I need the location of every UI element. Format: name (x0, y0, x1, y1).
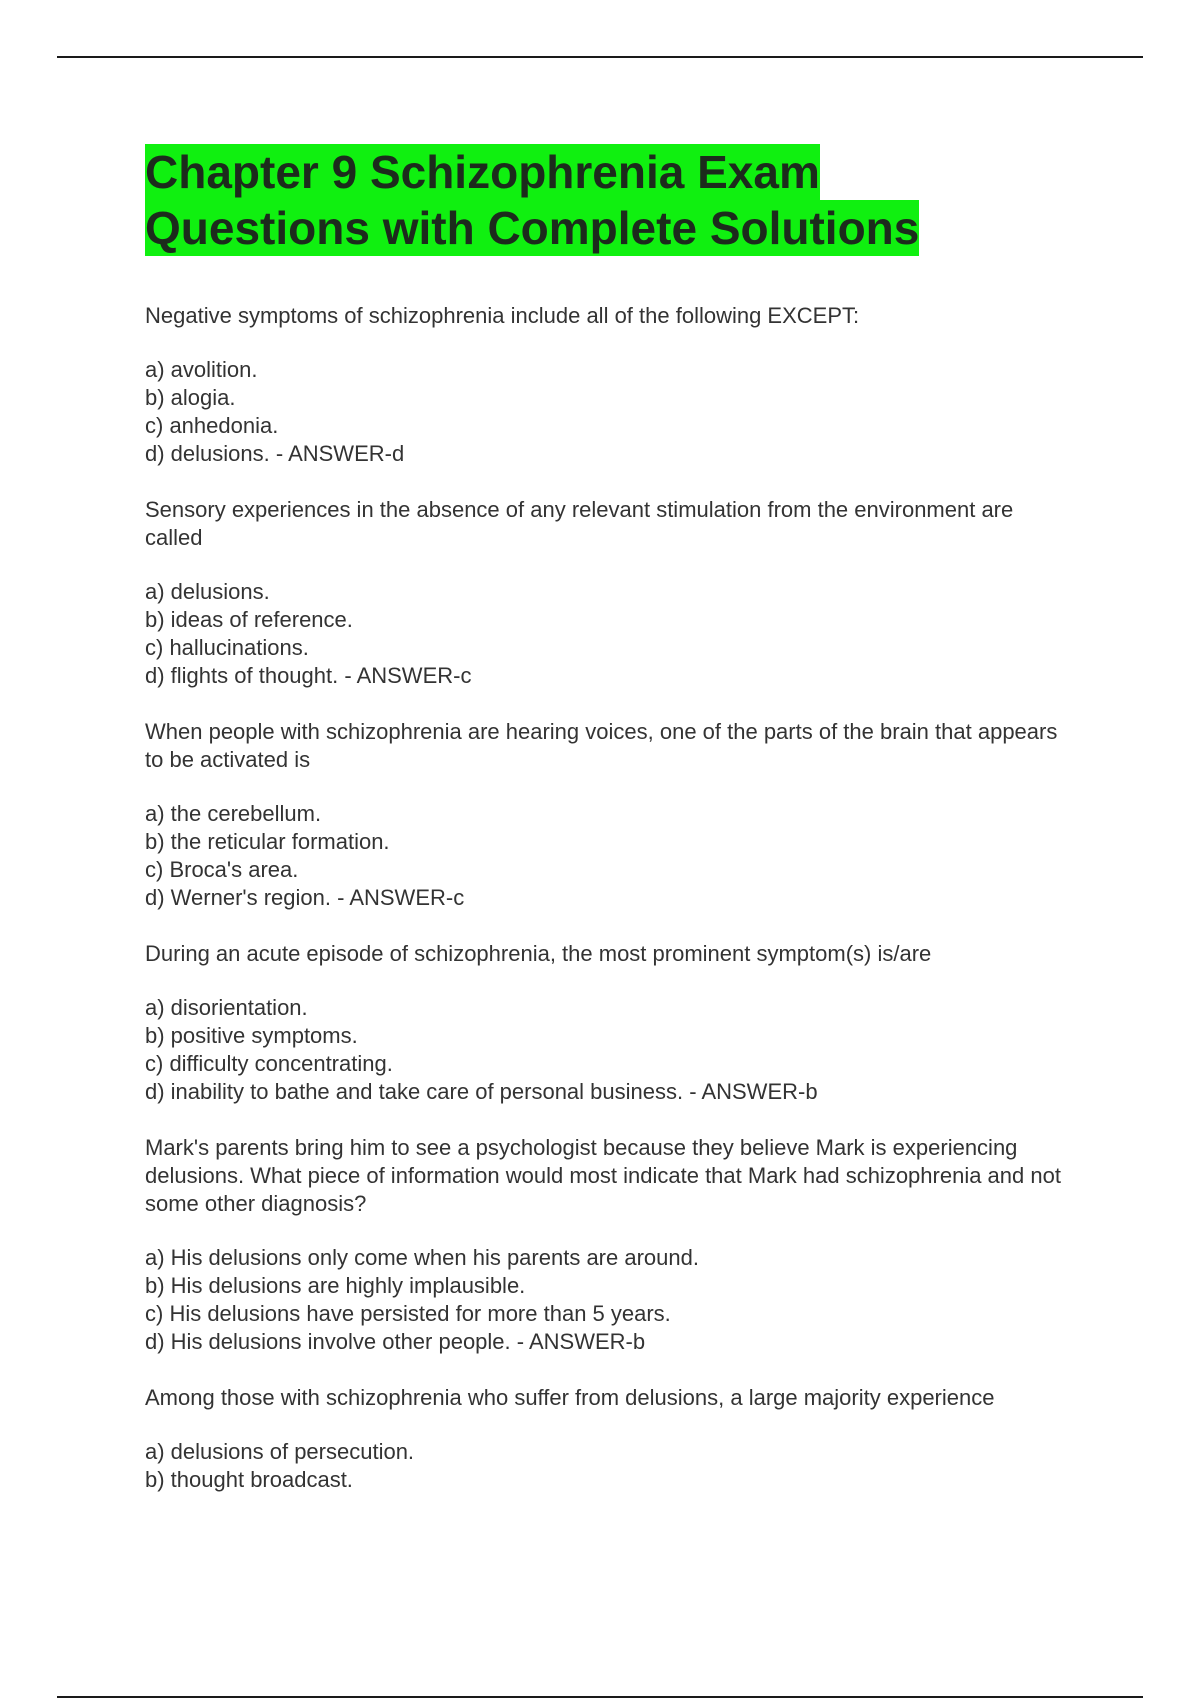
option-c: c) hallucinations. (145, 635, 309, 660)
top-rule (57, 56, 1143, 58)
question-text: Negative symptoms of schizophrenia include all of the following EXCEPT: (145, 303, 860, 328)
option-list (145, 1244, 1075, 1356)
option-a: a) His delusions only come when his parents are around. (145, 1245, 699, 1270)
question-text: When people with schizophrenia are hearing voices, one of the parts of the brain that appears to be activated is (145, 719, 1058, 772)
option-a: a) delusions of persecution. (145, 1439, 415, 1464)
option-b: b) the reticular formation. (145, 829, 390, 854)
option-c: c) His delusions have persisted for more than 5 years. (145, 1301, 671, 1326)
option-b: b) alogia. (145, 385, 236, 410)
question-block-1 (145, 302, 1075, 468)
option-a: a) disorientation. (145, 995, 308, 1020)
option-c: c) anhedonia. (145, 413, 279, 438)
question-block-3 (145, 718, 1075, 912)
option-b: b) thought broadcast. (145, 1467, 353, 1492)
question-list (145, 302, 1075, 1522)
option-d-with-answer: d) Werner's region. - ANSWER-c (145, 885, 465, 910)
question-block-4 (145, 940, 1075, 1106)
bottom-rule (57, 1696, 1143, 1698)
option-c: c) difficulty concentrating. (145, 1051, 393, 1076)
option-d-with-answer: d) delusions. - ANSWER-d (145, 441, 405, 466)
title-highlight-line-2: Questions with Complete Solutions (145, 202, 920, 254)
question-block-2 (145, 496, 1075, 690)
document-title (145, 144, 1145, 256)
question-text: Sensory experiences in the absence of any relevant stimulation from the environment are called (145, 497, 1014, 550)
option-d-with-answer: d) inability to bathe and take care of personal business. - ANSWER-b (145, 1079, 818, 1104)
question-text: Among those with schizophrenia who suffer from delusions, a large majority experience (145, 1385, 995, 1410)
option-c: c) Broca's area. (145, 857, 299, 882)
option-a: a) the cerebellum. (145, 801, 322, 826)
option-list (145, 356, 1075, 468)
title-highlight-line-1: Chapter 9 Schizophrenia Exam (145, 146, 820, 198)
question-block-5 (145, 1134, 1075, 1356)
option-list (145, 578, 1075, 690)
option-list (145, 1438, 1075, 1494)
option-a: a) avolition. (145, 357, 258, 382)
option-a: a) delusions. (145, 579, 270, 604)
option-list (145, 800, 1075, 912)
option-d-with-answer: d) flights of thought. - ANSWER-c (145, 663, 472, 688)
question-block-6 (145, 1384, 1075, 1494)
option-d-with-answer: d) His delusions involve other people. - ANSWER-b (145, 1329, 646, 1354)
option-b: b) His delusions are highly implausible. (145, 1273, 526, 1298)
question-text: Mark's parents bring him to see a psychologist because they believe Mark is experiencing delusions. What piece of information would most indicate that Mark had schizophrenia and not some other diagnosis? (145, 1135, 1061, 1216)
option-b: b) ideas of reference. (145, 607, 353, 632)
option-b: b) positive symptoms. (145, 1023, 358, 1048)
option-list (145, 994, 1075, 1106)
question-text: During an acute episode of schizophrenia, the most prominent symptom(s) is/are (145, 941, 932, 966)
